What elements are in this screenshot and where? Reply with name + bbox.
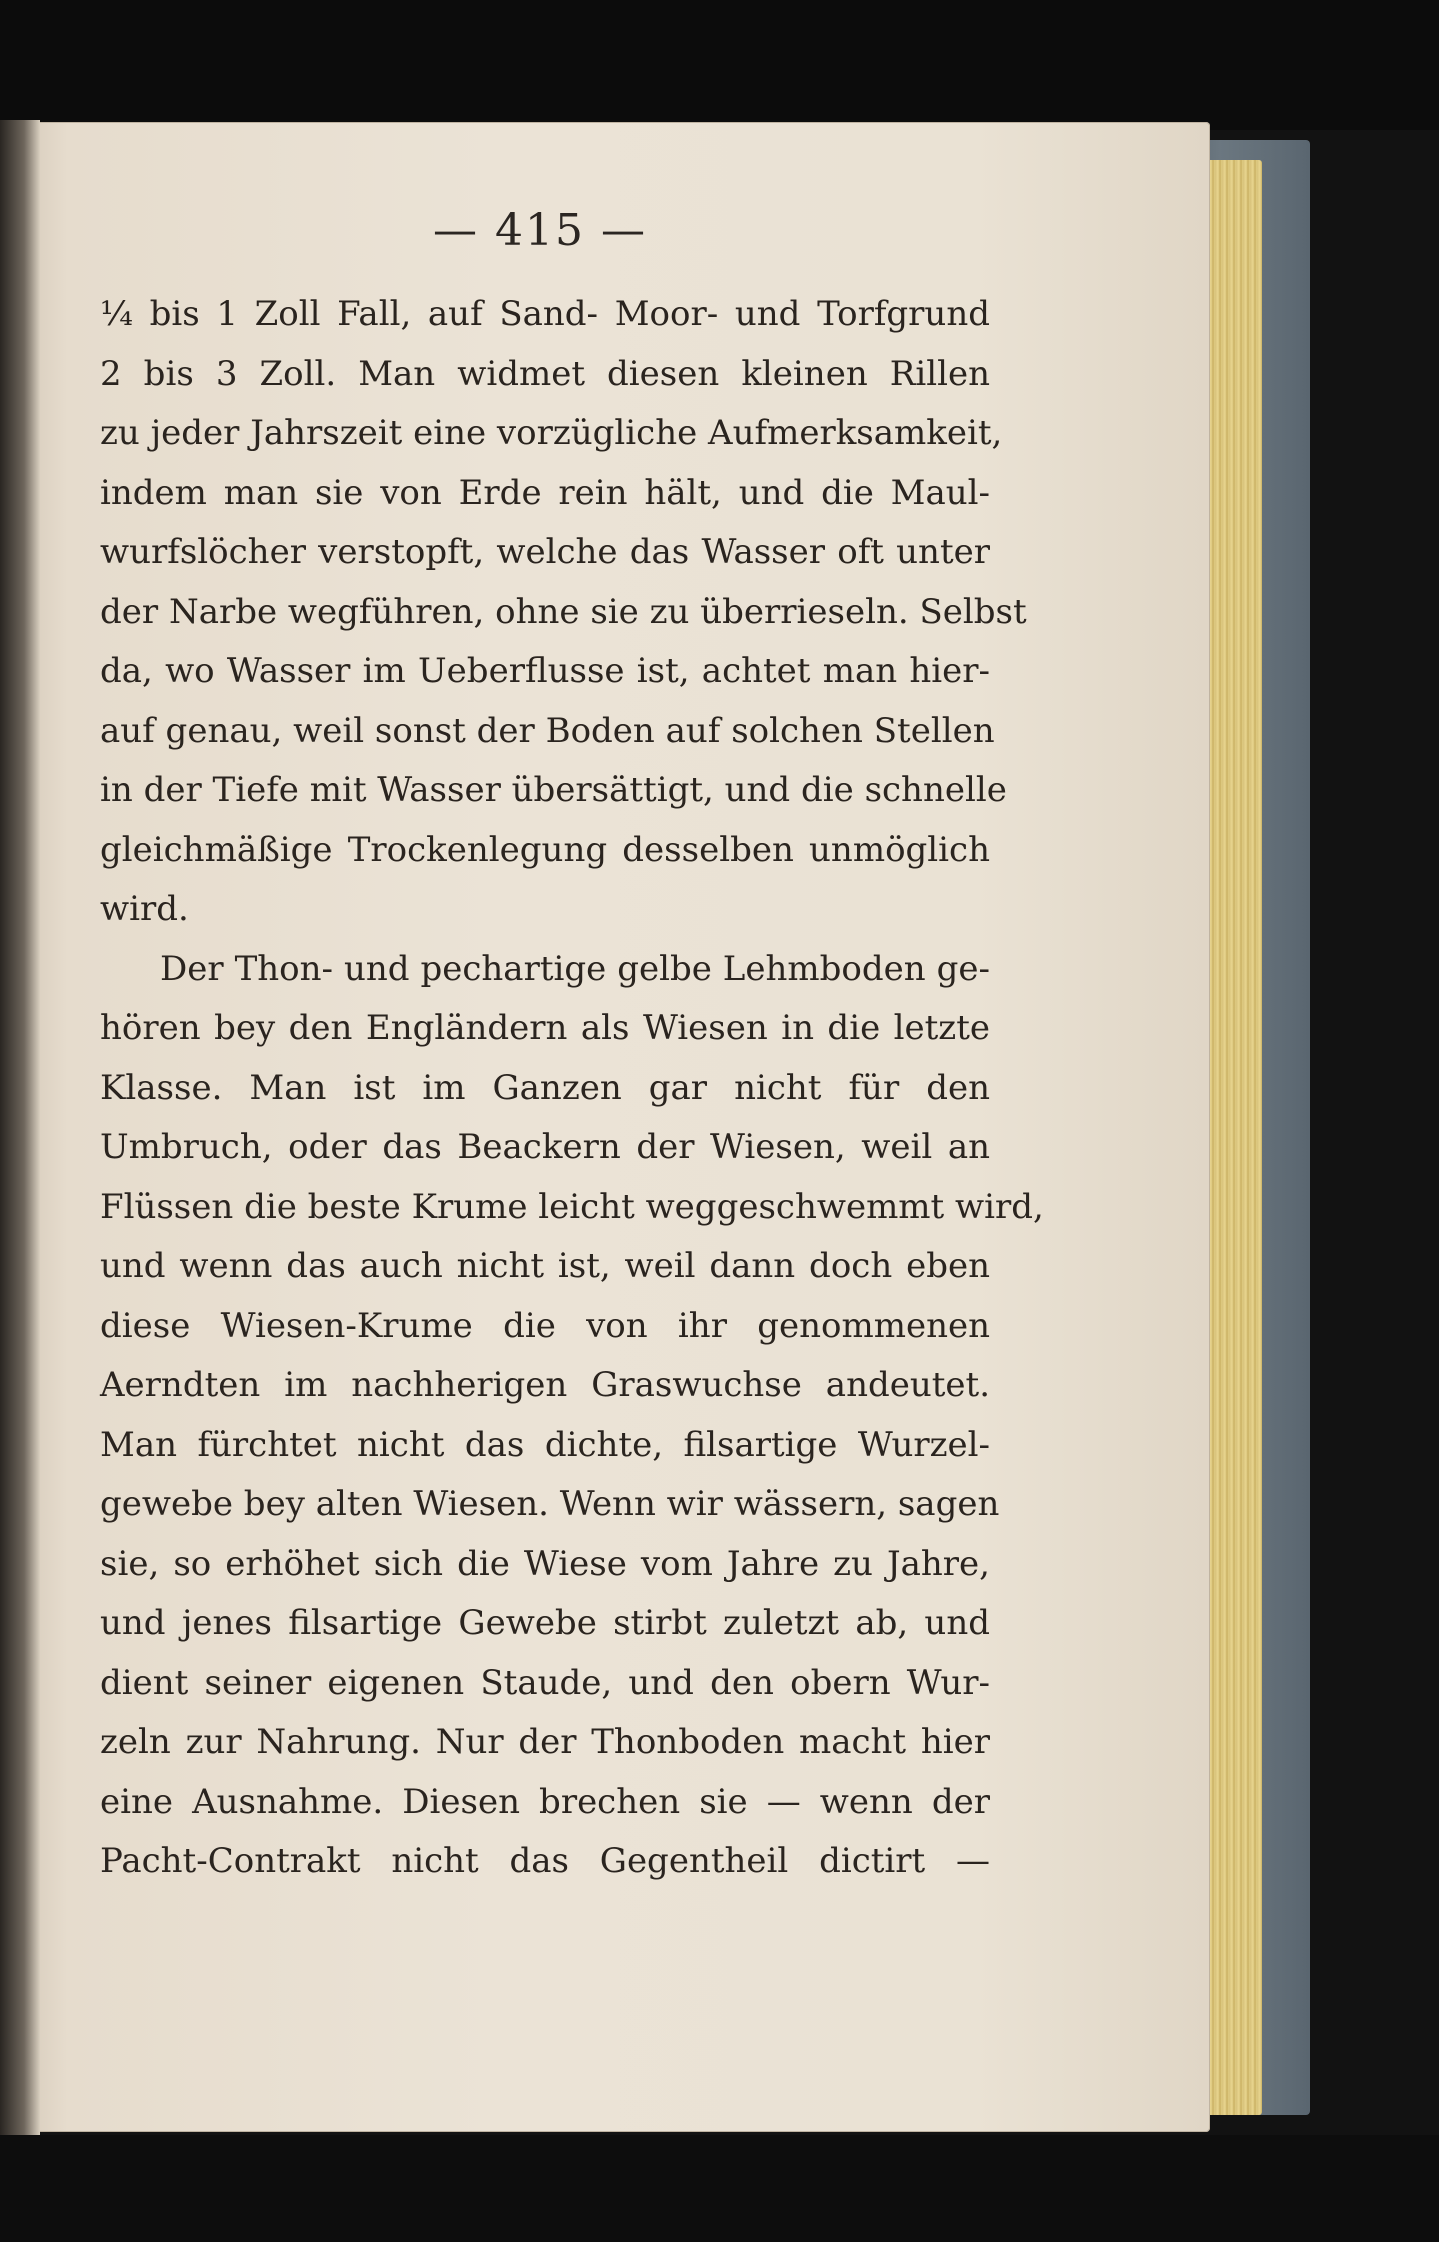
text-line: in der Tiefe mit Wasser übersättigt, und die schnelle <box>100 770 1007 810</box>
text-line: Klasse. Man ist im Ganzen gar nicht für den <box>100 1067 990 1108</box>
text-line: Aerndten im nachherigen Graswuchse andeutet. <box>100 1365 990 1405</box>
header-dash-left: — <box>433 205 479 256</box>
text-line: eine Ausnahme. Diesen brechen sie — wenn der <box>100 1781 990 1822</box>
page-number: 415 <box>495 205 585 256</box>
text-line: Umbruch, oder das Beackern der Wiesen, weil an <box>100 1127 990 1167</box>
text-line: diese Wiesen-Krume die von ihr genommenen <box>100 1305 990 1346</box>
spine-shadow <box>0 120 40 2150</box>
text-line: und wenn das auch nicht ist, weil dann doch eben <box>100 1246 990 1286</box>
page-header <box>390 205 690 256</box>
text-line: der Narbe wegführen, ohne sie zu überrieseln. Selbst <box>100 591 1027 632</box>
header-dash-right: — <box>600 205 647 256</box>
text-line: indem man sie von Erde rein hält, und die Maul- <box>100 472 990 513</box>
text-line: gewebe bey alten Wiesen. Wenn wir wässern, sagen <box>100 1484 1000 1524</box>
text-line: Flüssen die beste Krume leicht weggeschwemmt wird, <box>100 1186 1044 1227</box>
text-line: Pacht-Contrakt nicht das Gegentheil dictirt — <box>100 1841 990 1881</box>
background-top <box>0 0 1439 130</box>
text-line: hören bey den Engländern als Wiesen in die letzte <box>100 1008 990 1048</box>
text-line: wurfslöcher verstopft, welche das Wasser oft unter <box>100 532 990 572</box>
text-line: Der Thon- und pechartige gelbe Lehmboden ge- <box>160 948 990 989</box>
page-body-text <box>100 285 1044 1892</box>
text-line: wird. <box>100 889 189 929</box>
text-line: auf genau, weil sonst der Boden auf solchen Stellen <box>100 710 995 751</box>
text-line: und jenes filsartige Gewebe stirbt zuletzt ab, und <box>100 1603 990 1643</box>
text-line: da, wo Wasser im Ueberflusse ist, achtet man hier- <box>100 651 990 691</box>
text-line: Man fürchtet nicht das dichte, filsartige Wurzel- <box>100 1424 990 1465</box>
text-line: zeln zur Nahrung. Nur der Thonboden macht hier <box>100 1722 990 1762</box>
text-line: sie, so erhöhet sich die Wiese vom Jahre zu Jahre, <box>100 1543 990 1584</box>
text-line: 2 bis 3 Zoll. Man widmet diesen kleinen Rillen <box>100 353 990 394</box>
background-bottom <box>0 2135 1439 2242</box>
text-line: gleichmäßige Trockenlegung desselben unmöglich <box>100 829 990 870</box>
text-line: ¼ bis 1 Zoll Fall, auf Sand- Moor- und Torfgrund <box>100 294 990 334</box>
text-line: zu jeder Jahrszeit eine vorzügliche Aufmerksamkeit, <box>100 413 1003 453</box>
text-line: dient seiner eigenen Staude, und den obern Wur- <box>100 1662 990 1703</box>
